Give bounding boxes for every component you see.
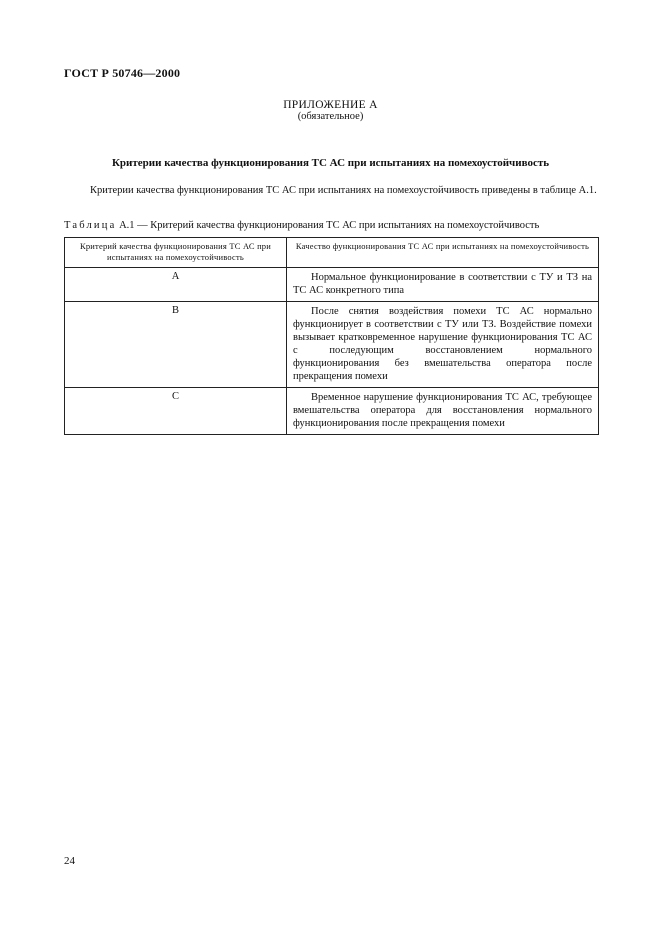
criterion-cell: B bbox=[65, 302, 287, 388]
table-caption-label: Таблица bbox=[64, 220, 117, 231]
page-number: 24 bbox=[64, 855, 75, 867]
column-header-criterion: Критерий качества функционирования ТС АС при испытаниях на помехоустойчивость bbox=[65, 238, 287, 268]
intro-paragraph: Критерии качества функционирования ТС АС при испытаниях на помехоустойчивость приведены в таблице А.1. bbox=[90, 185, 597, 196]
criterion-cell: C bbox=[65, 388, 287, 435]
appendix-title: ПРИЛОЖЕНИЕ А bbox=[283, 99, 378, 111]
table-caption-text: А.1 — Критерий качества функционирования ТС АС при испытаниях на помехоустойчивость bbox=[116, 220, 540, 231]
table-caption bbox=[64, 219, 600, 232]
appendix-status: (обязательное) bbox=[297, 111, 364, 122]
criteria-table bbox=[64, 237, 599, 435]
criterion-cell: A bbox=[65, 268, 287, 302]
section-title: Критерии качества функционирования ТС АС при испытаниях на помехоустойчивость bbox=[111, 157, 550, 169]
column-header-quality: Качество функционирования ТС АС при испытаниях на помехоустойчивость bbox=[287, 238, 599, 268]
description-cell: После снятия воздействия помехи ТС АС нормально функционирует в соответствии с ТУ или ТЗ. Воздействие помехи вызывает кратковременное нарушение функционирования ТС АС с последующим восстановлением нормального функционирования без вмешательства оператора после прекращения помехи bbox=[287, 302, 599, 388]
table-row bbox=[65, 388, 599, 435]
table-row bbox=[65, 268, 599, 302]
description-cell: Нормальное функционирование в соответствии с ТУ и ТЗ на ТС АС конкретного типа bbox=[287, 268, 599, 302]
document-standard-header: ГОСТ Р 50746—2000 bbox=[64, 66, 181, 80]
table-row bbox=[65, 302, 599, 388]
description-cell: Временное нарушение функционирования ТС АС, требующее вмешательства оператора для восстановления нормального функционирования после прекращения помехи bbox=[287, 388, 599, 435]
table-header-row bbox=[65, 238, 599, 268]
